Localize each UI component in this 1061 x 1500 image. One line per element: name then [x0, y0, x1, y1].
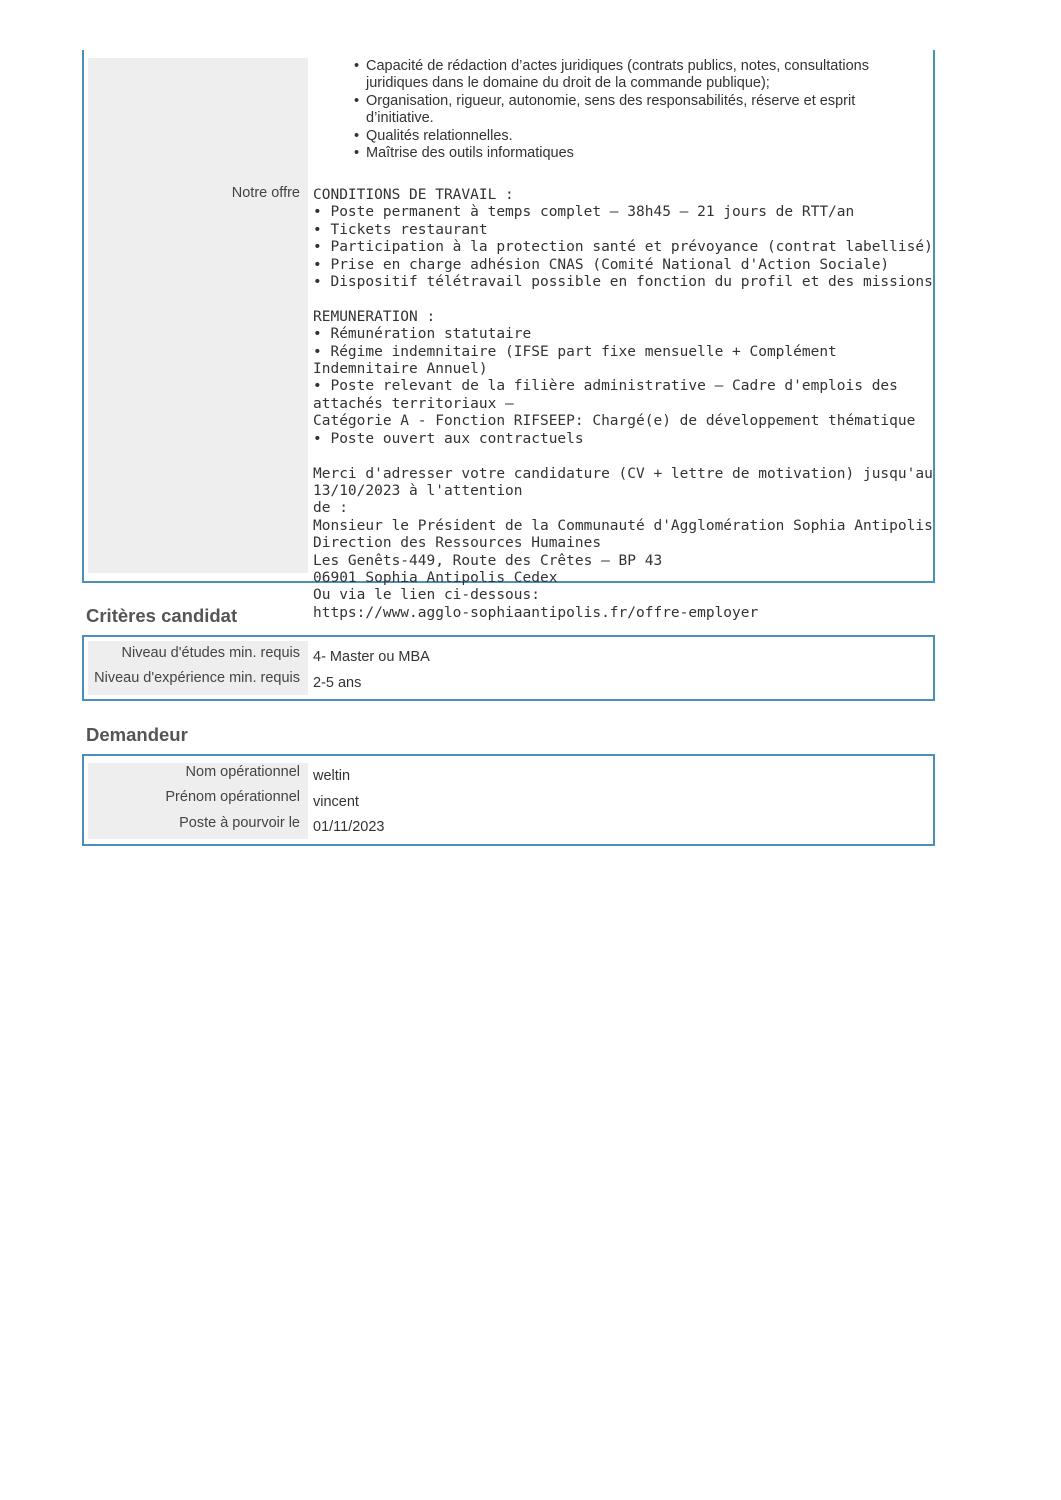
offer-text: CONDITIONS DE TRAVAIL : • Poste permanent à temps complet – 38h45 – 21 jours de RTT/an • Tickets restaurant • Participation à la protection santé et prévoyance (contrat labellisé) • Prise en charge adhésion CNAS (Comité National d'Action Sociale) • Dispositif télétravail possible en fonction du profil et des missions REMUNERATION : • Rémunération statutaire • Régime indemnitaire (IFSE part fixe mensuelle + Complément Indemnitaire Annuel) • Poste relevant de la filière administrative – Cadre d'emplois des attachés territoriaux – Catégorie A - Fonction RIFSEEP: Chargé(e) de développement thématique • Poste ouvert aux contractuels Merci d'adresser votre candidature (CV + lettre de motivation) jusqu'au 13/10/2023 à l'attention de : Monsieur le Président de la Communauté d'Agglomération Sophia Antipolis Direction des Ressources Humaines Les Genêts-449, Route des Crêtes – BP 43 06901 Sophia Antipolis Cedex Ou via le lien ci-dessous: https://www.agglo-sophiaantipolis.fr/offre-employer [313, 187, 933, 621]
experience-level-value: 2-5 ans [313, 675, 362, 691]
requester-panel [82, 754, 935, 846]
last-name-value: weltin [313, 768, 351, 784]
first-name-value: vincent [313, 794, 359, 810]
experience-level-label: Niveau d'expérience min. requis [94, 670, 300, 686]
study-level-label: Niveau d'études min. requis [121, 645, 300, 661]
requester-title: Demandeur [86, 724, 188, 745]
skills-list [356, 58, 896, 162]
first-name-label: Prénom opérationnel [165, 789, 300, 805]
criteria-panel [82, 635, 935, 701]
skill-item: • Qualités relationnelles. [356, 128, 896, 145]
last-name-label: Nom opérationnel [185, 764, 300, 780]
start-date-label: Poste à pourvoir le [179, 815, 300, 831]
offer-label: Notre offre [231, 185, 300, 201]
criteria-title: Critères candidat [86, 605, 238, 626]
skill-item: • Capacité de rédaction d’actes juridiques (contrats publics, notes, consultations juridiques dans le domaine du droit de la commande publique); [356, 58, 896, 93]
skill-item: • Maîtrise des outils informatiques [356, 145, 896, 162]
study-level-value: 4- Master ou MBA [313, 649, 430, 665]
label-column [88, 58, 308, 573]
start-date-value: 01/11/2023 [313, 819, 385, 835]
skill-item: • Organisation, rigueur, autonomie, sens des responsabilités, réserve et esprit d’initiative. [356, 93, 896, 128]
